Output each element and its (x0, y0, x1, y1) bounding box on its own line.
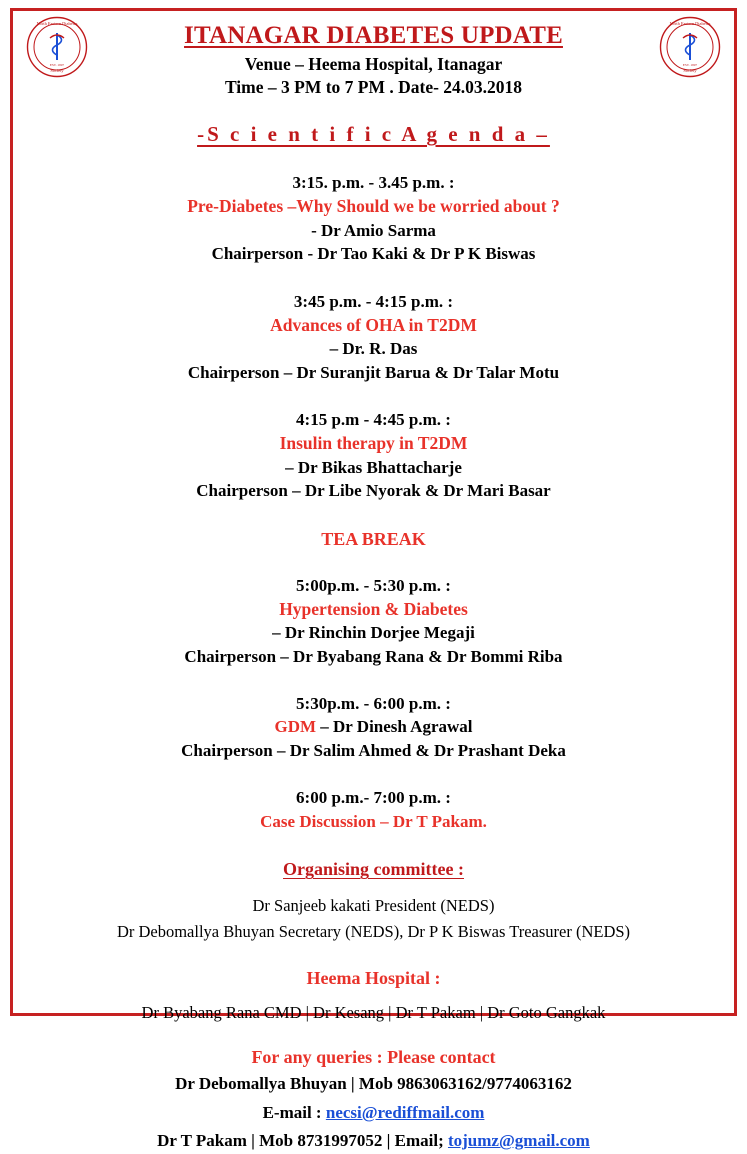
organising-committee-line: Dr Sanjeeb kakati President (NEDS) (252, 896, 495, 916)
session-topic: Pre-Diabetes –Why Should we be worried about ? (187, 196, 560, 217)
session-block (26, 692, 721, 762)
svg-text:North Eastern Diabetes: North Eastern Diabetes (669, 21, 711, 26)
organising-committee-heading: Organising committee : (283, 859, 464, 880)
session-chairperson: Chairperson – Dr Suranjit Barua & Dr Talar Motu (187, 362, 560, 382)
organising-committee-line: Dr Debomallya Bhuyan Secretary (NEDS), Dr P K Biswas Treasurer (NEDS) (116, 922, 631, 942)
hospital-heading: Heema Hospital : (306, 968, 441, 989)
contact-person-2-row (26, 1129, 721, 1154)
session-time: 5:30p.m. - 6:00 p.m. : (296, 694, 451, 713)
page-title: ITANAGAR DIABETES UPDATE (184, 22, 563, 49)
session-topic: Advances of OHA in T2DM (270, 314, 477, 335)
session-speaker: – Dr Bikas Bhattacharje (285, 457, 462, 477)
session-speaker: - Dr Amio Sarma (311, 220, 436, 240)
session-time: 4:15 p.m - 4:45 p.m. : (296, 410, 451, 429)
venue-line: Venue – Heema Hospital, Itanagar (244, 53, 503, 74)
session-topic: Insulin therapy in T2DM (279, 433, 468, 454)
hospital-team-line: Dr Byabang Rana CMD | Dr Kesang | Dr T Pakam | Dr Goto Gangkak (141, 1003, 606, 1023)
email-link[interactable]: tojumz@gmail.com (447, 1131, 590, 1151)
session-block (26, 408, 721, 503)
session-block (26, 290, 721, 385)
contact-heading: For any queries : Please contact (251, 1047, 496, 1068)
session-chairperson: Chairperson – Dr Byabang Rana & Dr Bommi Riba (184, 646, 563, 666)
session-time: 5:00p.m. - 5:30 p.m. : (296, 575, 451, 595)
svg-text:Society: Society (683, 68, 697, 73)
svg-text:Society: Society (50, 68, 64, 73)
svg-text:EST. 1997: EST. 1997 (49, 63, 65, 67)
session-chairperson: Chairperson – Dr Salim Ahmed & Dr Prashant Deka (181, 740, 566, 760)
session-block (26, 786, 721, 833)
session-chairperson: Chairperson - Dr Tao Kaki & Dr P K Biswas (211, 244, 536, 264)
contact-person-2: Dr T Pakam | Mob 8731997052 | Email; (157, 1131, 448, 1151)
time-date-line: Time – 3 PM to 7 PM . Date- 24.03.2018 (224, 77, 523, 98)
session-block (26, 574, 721, 669)
email-link[interactable]: necsi@rediffmail.com (325, 1102, 485, 1122)
session-topic: GDM (274, 717, 317, 737)
session-block (26, 171, 721, 266)
svg-text:North Eastern Diabetes: North Eastern Diabetes (36, 21, 78, 26)
contact-person-1: Dr Debomallya Bhuyan | Mob 9863063162/9774063162 (175, 1074, 572, 1094)
session-time: 6:00 p.m.- 7:00 p.m. : (296, 788, 451, 808)
session-speaker: – Dr. R. Das (329, 339, 418, 359)
session-speaker: – Dr T Pakam. (375, 811, 487, 831)
tea-break-label: TEA BREAK (321, 528, 426, 549)
agenda-heading: -S c i e n t i f i c A g e n d a – (197, 122, 550, 146)
email-label: E-mail : (262, 1102, 326, 1122)
session-topic: Hypertension & Diabetes (279, 598, 468, 619)
session-topic: Case Discussion (260, 811, 376, 831)
poster-content (26, 18, 721, 1154)
session-speaker: – Dr Rinchin Dorjee Megaji (272, 623, 475, 643)
svg-text:EST. 1997: EST. 1997 (682, 63, 698, 67)
session-time: 3:15. p.m. - 3.45 p.m. : (292, 173, 455, 192)
contact-email-1-row (26, 1101, 721, 1126)
session-time: 3:45 p.m. - 4:15 p.m. : (293, 291, 454, 311)
session-topic-speaker (26, 715, 721, 738)
session-topic-speaker (26, 810, 721, 833)
session-chairperson: Chairperson – Dr Libe Nyorak & Dr Mari Basar (196, 481, 551, 501)
session-speaker: – Dr Dinesh Agrawal (316, 717, 473, 737)
